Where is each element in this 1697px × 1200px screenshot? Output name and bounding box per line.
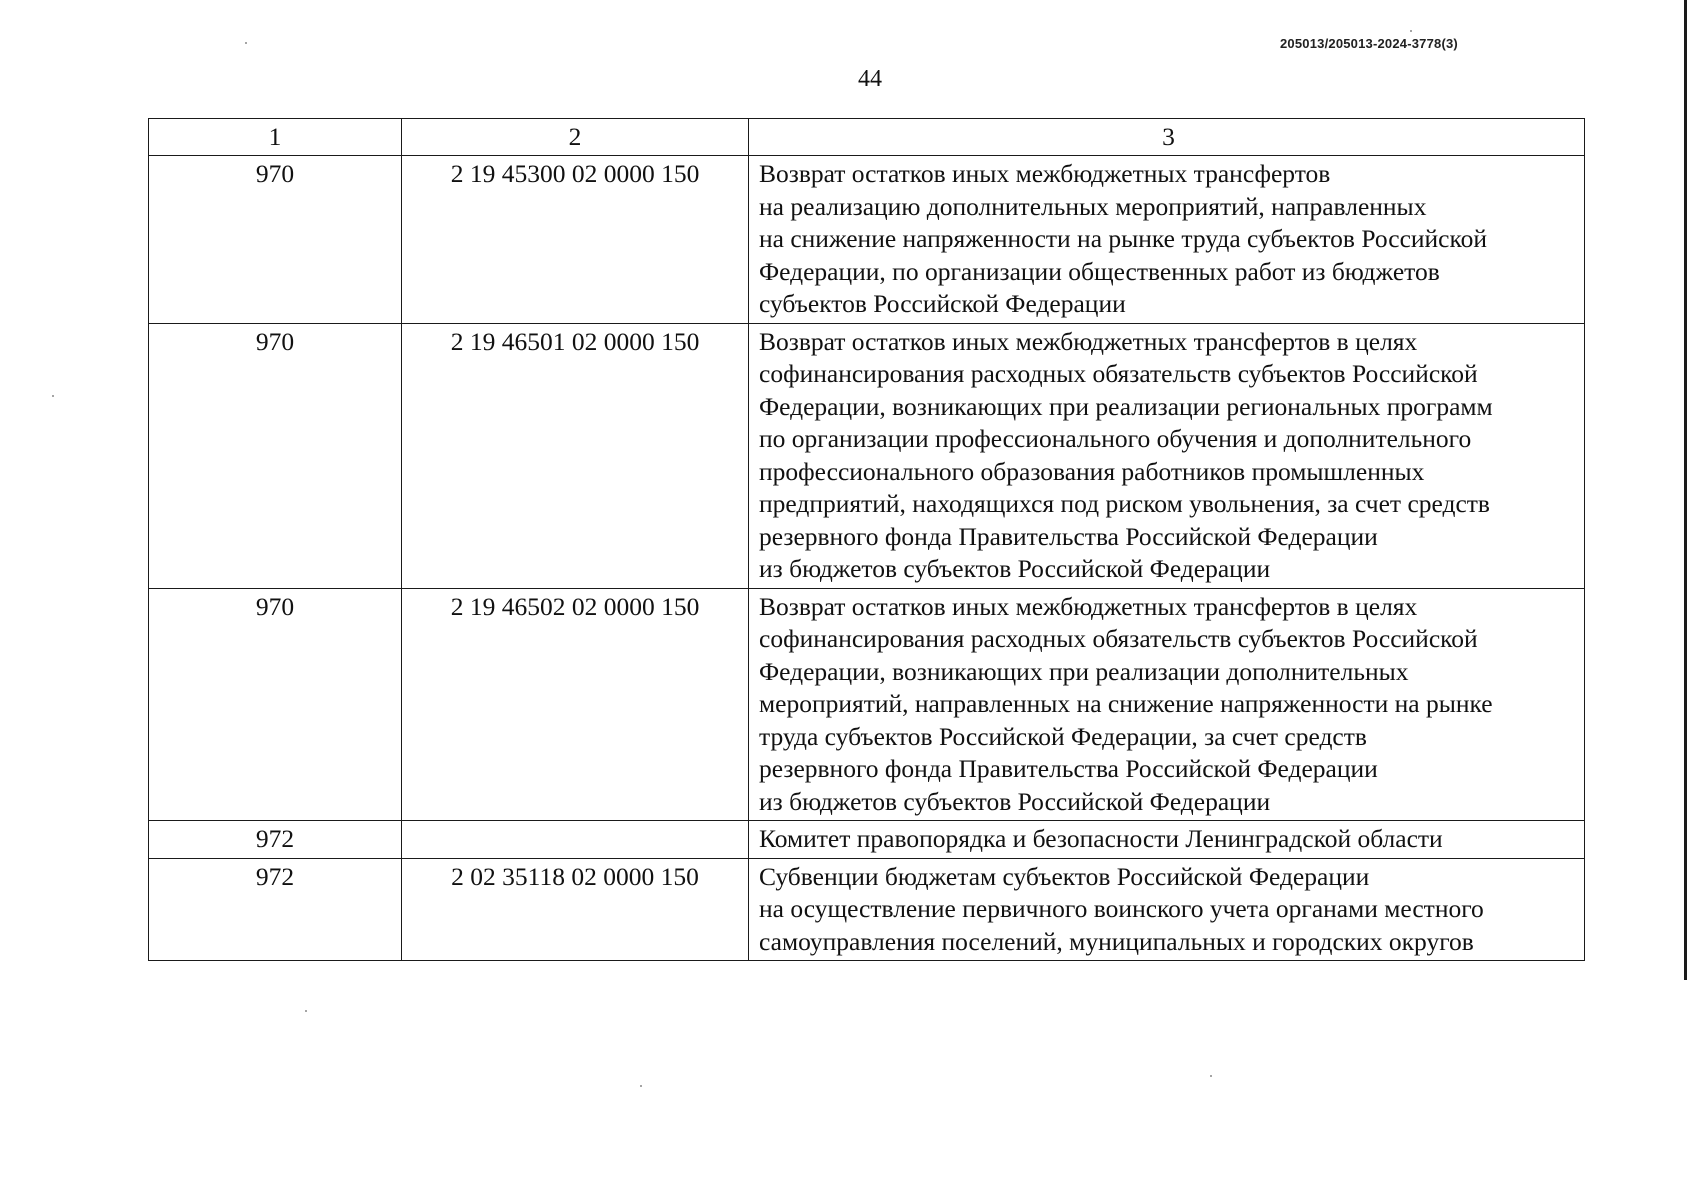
description-line: Субвенции бюджетам субъектов Российской Федерации <box>759 861 1370 891</box>
description-line: труда субъектов Российской Федерации, за счет средств <box>759 721 1367 751</box>
table-row <box>149 588 1585 821</box>
description-line: Федерации, возникающих при реализации дополнительных <box>759 656 1409 686</box>
page-number: 44 <box>858 66 882 92</box>
admin-code-cell: 972 <box>149 821 402 859</box>
column-header-3: 3 <box>749 119 1585 156</box>
scan-speck <box>245 42 247 44</box>
description-line: Возврат остатков иных межбюджетных трансфертов в целях <box>759 591 1418 621</box>
description-line: Возврат остатков иных межбюджетных трансфертов в целях <box>759 326 1418 356</box>
admin-code-cell: 970 <box>149 588 402 821</box>
description-line: из бюджетов субъектов Российской Федерации <box>759 554 1271 583</box>
table-header-row <box>149 119 1585 156</box>
revenue-description-cell <box>749 323 1585 588</box>
document-registration-number: 205013/205013-2024-3778(3) <box>1280 36 1458 51</box>
description-line: резервного фонда Правительства Российской Федерации <box>759 521 1378 551</box>
description-line: предприятий, находящихся под риском увольнения, за счет средств <box>759 489 1490 518</box>
table-row <box>149 821 1585 859</box>
table-row <box>149 323 1585 588</box>
description-line: профессионального образования работников промышленных <box>759 456 1425 486</box>
description-line: на реализацию дополнительных мероприятий, направленных <box>759 191 1427 221</box>
scan-speck <box>305 1010 307 1012</box>
budget-codes-table <box>148 118 1585 961</box>
revenue-description-cell <box>749 821 1585 859</box>
admin-code-cell: 970 <box>149 323 402 588</box>
scan-speck <box>52 395 54 397</box>
scan-speck <box>1210 1075 1212 1077</box>
column-header-1: 1 <box>149 119 402 156</box>
admin-code-cell: 970 <box>149 156 402 324</box>
scan-speck <box>640 1085 642 1087</box>
description-line: софинансирования расходных обязательств субъектов Российской <box>759 624 1478 653</box>
table-row <box>149 156 1585 324</box>
description-line: на осуществление первичного воинского учета органами местного <box>759 894 1484 923</box>
column-header-2: 2 <box>402 119 749 156</box>
description-line: субъектов Российской Федерации <box>759 289 1126 318</box>
revenue-description-cell <box>749 156 1585 324</box>
description-line: Федерации, возникающих при реализации региональных программ <box>759 391 1493 421</box>
description-line: резервного фонда Правительства Российской Федерации <box>759 754 1378 783</box>
scan-speck <box>1410 30 1412 32</box>
admin-code-cell: 972 <box>149 858 402 961</box>
description-line: Федерации, по организации общественных работ из бюджетов <box>759 256 1440 286</box>
budget-classification-code-cell: 2 19 45300 02 0000 150 <box>402 156 749 324</box>
description-line: софинансирования расходных обязательств субъектов Российской <box>759 359 1478 388</box>
budget-classification-code-cell <box>402 821 749 859</box>
scan-edge-line <box>1684 0 1687 980</box>
budget-classification-code-cell: 2 19 46501 02 0000 150 <box>402 323 749 588</box>
revenue-description-cell <box>749 588 1585 821</box>
budget-classification-code-cell: 2 19 46502 02 0000 150 <box>402 588 749 821</box>
budget-classification-code-cell: 2 02 35118 02 0000 150 <box>402 858 749 961</box>
revenue-description-cell <box>749 858 1585 961</box>
description-line: на снижение напряженности на рынке труда субъектов Российской <box>759 224 1487 253</box>
description-line: из бюджетов субъектов Российской Федерации <box>759 786 1271 816</box>
description-line: Комитет правопорядка и безопасности Ленинградской области <box>759 824 1443 853</box>
table-row <box>149 858 1585 961</box>
description-line: мероприятий, направленных на снижение напряженности на рынке <box>759 689 1493 718</box>
description-line: самоуправления поселений, муниципальных и городских округов <box>759 926 1474 956</box>
description-line: по организации профессионального обучения и дополнительного <box>759 424 1472 453</box>
description-line: Возврат остатков иных межбюджетных трансфертов <box>759 159 1331 188</box>
